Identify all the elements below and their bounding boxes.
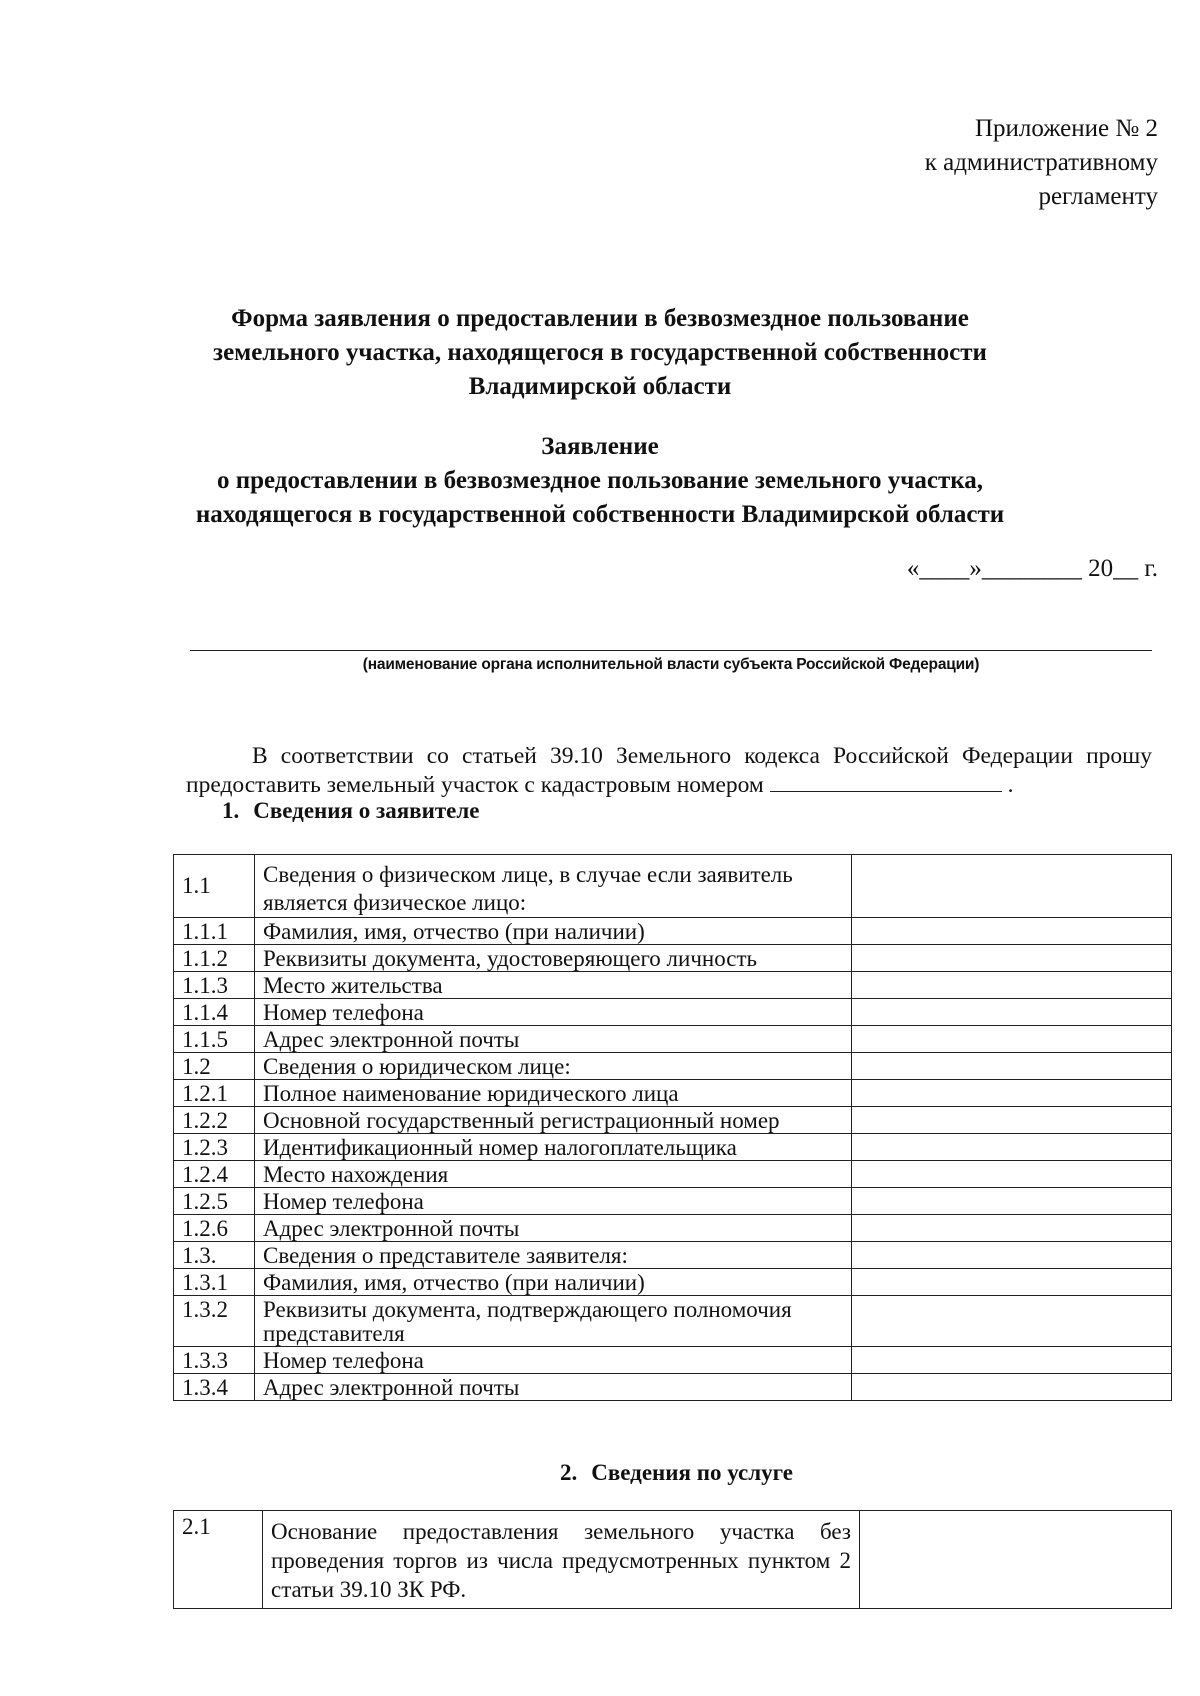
appendix-line: Приложение № 2 [974,115,1158,142]
row-label: Адрес электронной почты [255,1026,852,1053]
row-label: Идентификационный номер налогоплательщика [255,1134,852,1161]
row-value-field[interactable] [852,1242,1172,1269]
table-row [174,1161,1172,1188]
row-value-field[interactable] [860,1511,1172,1609]
row-label: Номер телефона [255,1188,852,1215]
table-row [174,945,1172,972]
row-number: 1.2.3 [174,1134,255,1161]
row-label: Место жительства [255,972,852,999]
table-row [174,1053,1172,1080]
request-end: . [1007,772,1014,798]
row-number: 1.2.5 [174,1188,255,1215]
appendix-line: к административному [924,149,1158,176]
table-row [174,1188,1172,1215]
row-label: Номер телефона [255,1347,852,1374]
application-heading: Заявление [541,433,659,460]
table-row [174,999,1172,1026]
row-value-field[interactable] [852,945,1172,972]
row-value-field[interactable] [852,1134,1172,1161]
row-number: 2.1 [174,1511,263,1609]
table-row [174,855,1172,918]
row-value-field[interactable] [852,1269,1172,1296]
section-number: 1. [222,798,240,823]
row-value-field[interactable] [852,972,1172,999]
table-row [174,1269,1172,1296]
row-number: 1.1.4 [174,999,255,1026]
row-value-field[interactable] [852,1080,1172,1107]
section-title: Сведения о заявителе [253,798,480,823]
application-title-line: о предоставлении в безвозмездное пользование земельного участка, [216,467,983,494]
row-number: 1.3.3 [174,1347,255,1374]
row-number: 1.3.1 [174,1269,255,1296]
request-line: В соответствии со статьей 39.10 Земельного кодекса Российской Федерации прошу [252,743,1152,769]
row-number: 1.3.4 [174,1374,255,1401]
row-number: 1.1 [174,855,255,918]
row-number: 1.1.3 [174,972,255,999]
row-number: 1.2.1 [174,1080,255,1107]
table-row [174,1511,1172,1609]
table-row [174,972,1172,999]
row-value-field[interactable] [852,1188,1172,1215]
section-2-heading [560,1460,793,1486]
row-label: Основной государственный регистрационный номер [255,1107,852,1134]
row-label: Адрес электронной почты [255,1215,852,1242]
cadastral-number-field[interactable] [770,773,1002,792]
table-row [174,1080,1172,1107]
table-row [174,1374,1172,1401]
row-label: Сведения о представителе заявителя: [255,1242,852,1269]
row-label: Фамилия, имя, отчество (при наличии) [255,1269,852,1296]
row-value-field[interactable] [852,1053,1172,1080]
section-number: 2. [560,1460,578,1485]
table-row [174,1296,1172,1347]
form-title [120,302,1080,404]
application-title-line: находящегося в государственной собственности Владимирской области [195,501,1005,528]
row-label: Реквизиты документа, удостоверяющего личность [255,945,852,972]
row-number: 1.1.5 [174,1026,255,1053]
applicant-info-table [173,854,1172,1401]
table-row [174,1107,1172,1134]
row-value-field[interactable] [852,1215,1172,1242]
row-label: Фамилия, имя, отчество (при наличии) [255,918,852,945]
row-label: Сведения о физическом лице, в случае если заявитель является физическое лицо: [255,855,852,918]
section-title: Сведения по услуге [591,1460,793,1485]
row-number: 1.2.4 [174,1161,255,1188]
row-label: Номер телефона [255,999,852,1026]
organization-caption: (наименование органа исполнительной власти субъекта Российской Федерации) [362,656,980,673]
row-label: Основание предоставления земельного участка без проведения торгов из числа предусмотренных пунктом 2 статьи 39.10 ЗК РФ. [263,1511,860,1609]
row-label: Место нахождения [255,1161,852,1188]
row-label: Полное наименование юридического лица [255,1080,852,1107]
row-value-field[interactable] [852,1107,1172,1134]
form-title-line: Форма заявления о предоставлении в безвозмездное пользование [231,305,969,332]
row-label: Адрес электронной почты [255,1374,852,1401]
appendix-line: регламенту [1038,183,1158,210]
form-title-line: Владимирской области [468,373,732,400]
organization-name-line[interactable] [190,650,1152,651]
row-label: Реквизиты документа, подтверждающего полномочия представителя [255,1296,852,1347]
section-1-heading [222,798,479,824]
row-value-field[interactable] [852,1374,1172,1401]
table-row [174,1347,1172,1374]
application-title [120,430,1080,532]
row-value-field[interactable] [852,1296,1172,1347]
row-value-field[interactable] [852,1026,1172,1053]
request-line [186,771,1152,800]
request-text: предоставить земельный участок с кадастровым номером [186,772,764,798]
date-field[interactable]: «____»________ 20__ г. [906,555,1158,582]
table-row [174,1215,1172,1242]
row-value-field[interactable] [852,1347,1172,1374]
row-value-field[interactable] [852,999,1172,1026]
row-number: 1.1.2 [174,945,255,972]
table-row [174,1134,1172,1161]
row-number: 1.2 [174,1053,255,1080]
form-title-line: земельного участка, находящегося в государственной собственности [213,339,987,366]
row-value-field[interactable] [852,918,1172,945]
row-number: 1.2.6 [174,1215,255,1242]
request-paragraph [186,742,1152,800]
service-info-table [173,1510,1172,1609]
row-number: 1.3. [174,1242,255,1269]
table-row [174,1242,1172,1269]
table-row [174,918,1172,945]
row-label: Сведения о юридическом лице: [255,1053,852,1080]
row-value-field[interactable] [852,855,1172,918]
table-row [174,1026,1172,1053]
row-number: 1.3.2 [174,1296,255,1347]
row-value-field[interactable] [852,1161,1172,1188]
row-number: 1.1.1 [174,918,255,945]
row-number: 1.2.2 [174,1107,255,1134]
appendix-reference [925,112,1158,214]
